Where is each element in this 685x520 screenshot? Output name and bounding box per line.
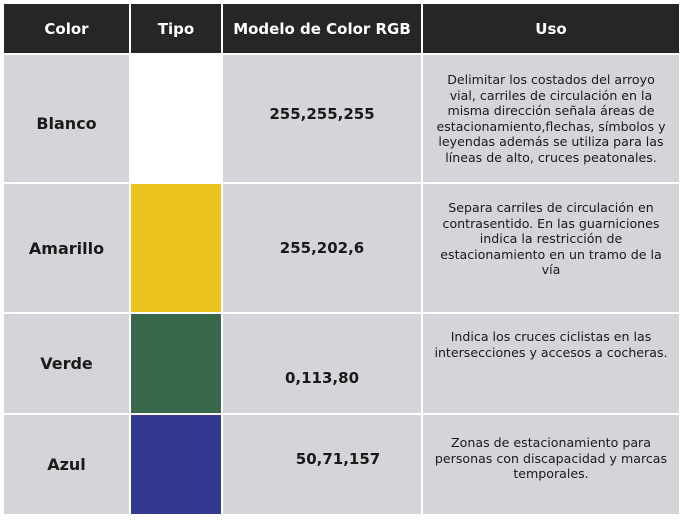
header-tipo: Tipo	[131, 4, 221, 53]
row-verde-rgb: 0,113,80	[223, 314, 421, 413]
row-azul-uso: Zonas de estacionamiento para personas con discapacidad y marcas temporales.	[423, 415, 679, 514]
row-blanco-uso: Delimitar los costados del arroyo vial, carriles de circulación en la misma dirección señala áreas de estacionamiento,flechas, símbolos y leyendas además se utiliza para las líneas de alto, cruces peatonales.	[423, 55, 679, 182]
row-amarillo-uso: Separa carriles de circulación en contrasentido. En las guarniciones indica la restricción de estacionamiento en un tramo de la vía	[423, 184, 679, 312]
row-amarillo-swatch	[131, 184, 221, 312]
row-blanco-name: Blanco	[4, 55, 129, 182]
row-blanco-rgb: 255,255,255	[223, 55, 421, 182]
header-uso: Uso	[423, 4, 679, 53]
row-azul-swatch	[131, 415, 221, 514]
row-amarillo-name: Amarillo	[4, 184, 129, 312]
row-verde-uso: Indica los cruces ciclistas en las intersecciones y accesos a cocheras.	[423, 314, 679, 413]
header-color: Color	[4, 4, 129, 53]
row-blanco-swatch	[131, 55, 221, 182]
row-verde-name: Verde	[4, 314, 129, 413]
row-verde-swatch	[131, 314, 221, 413]
row-azul-name: Azul	[4, 415, 129, 514]
row-azul-rgb: 50,71,157	[223, 415, 421, 514]
header-modelo-rgb: Modelo de Color RGB	[223, 4, 421, 53]
row-amarillo-rgb: 255,202,6	[223, 184, 421, 312]
